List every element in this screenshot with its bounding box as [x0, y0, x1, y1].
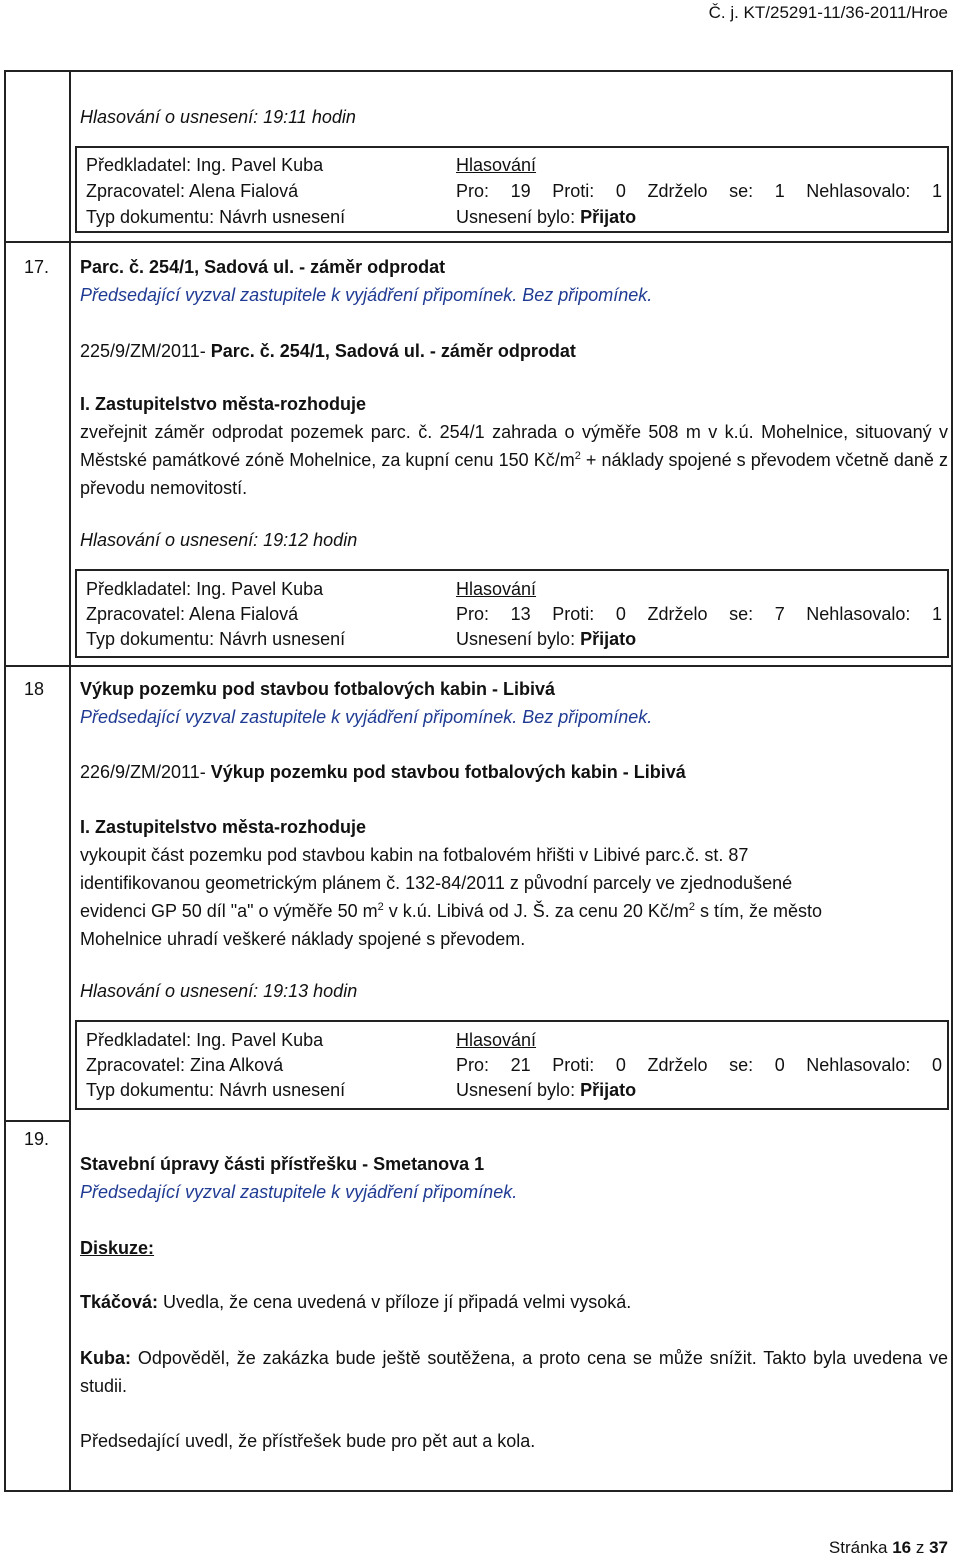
vote-result-part: se: — [729, 181, 754, 201]
row-divider — [4, 241, 953, 243]
resolution-id: 226/9/ZM/2011- — [80, 762, 211, 782]
vote-result-part: Zdrželo — [647, 1055, 708, 1075]
resolution-id: 225/9/ZM/2011- — [80, 341, 211, 361]
vote-result-part: 1 — [931, 181, 942, 201]
vote-result-part: se: — [729, 1055, 754, 1075]
vote-result-part: Zdrželo — [647, 604, 708, 624]
vote-heading: Hlasování — [456, 155, 537, 175]
column-divider — [69, 70, 71, 1492]
vote-zpracovatel: Zpracovatel: Zina Alková — [86, 1055, 284, 1075]
vote-document-type: Typ dokumentu: Návrh usnesení — [86, 629, 346, 649]
vote-result-part: Nehlasovalo: — [806, 1055, 911, 1075]
decision-heading: I. Zastupitelstvo města-rozhoduje — [80, 394, 367, 414]
vote-outcome-label: Usnesení bylo: — [456, 207, 581, 227]
decision-text-part: vykoupit část pozemku pod stavbou kabin na fotbalovém hřišti v Libivé parc.č. st. 87 — [80, 845, 749, 865]
resolution-title: Výkup pozemku pod stavbou fotbalových kabin - Libivá — [210, 762, 686, 782]
resolution-heading — [80, 341, 576, 362]
vote-result-part: Nehlasovalo: — [806, 604, 911, 624]
chair-note: Předsedající vyzval zastupitele k vyjádření připomínek. — [80, 1182, 518, 1202]
chair-note: Předsedající vyzval zastupitele k vyjádření připomínek. Bez připomínek. — [80, 707, 653, 727]
resolution-title: Parc. č. 254/1, Sadová ul. - záměr odprodat — [210, 341, 576, 361]
vote-result-part: 7 — [774, 604, 785, 624]
vote-zpracovatel: Zpracovatel: Alena Fialová — [86, 181, 299, 201]
vote-outcome — [456, 1080, 636, 1101]
item-title: Výkup pozemku pod stavbou fotbalových kabin - Libivá — [80, 679, 556, 699]
vote-result-part: Zdrželo — [647, 181, 708, 201]
vote-time: Hlasování o usnesení: 19:13 hodin — [80, 981, 358, 1001]
decision-text-part: zveřejnit záměr odprodat pozemek parc. č. 254/1 zahrada o výměře 508 m v k.ú. Mohelnice, situovaný v Městské památkové zóně Mohelnice, za kupní cenu 150 Kč/m — [80, 422, 948, 470]
vote-result — [456, 181, 942, 202]
vote-result — [456, 604, 942, 625]
superscript: 2 — [574, 450, 581, 462]
vote-result-part: 0 — [774, 1055, 785, 1075]
closing-note: Předsedající uvedl, že přístřešek bude pro pět aut a kola. — [80, 1431, 536, 1451]
vote-result-part: Nehlasovalo: — [806, 181, 911, 201]
vote-result-part: 1 — [931, 604, 942, 624]
vote-result-part: 0 — [931, 1055, 942, 1075]
speaker-text: Odpověděl, že zakázka bude ještě soutěžena, a proto cena se může snížit. Takto byla uvedena ve studii. — [80, 1348, 948, 1396]
vote-result-part: 0 — [615, 604, 626, 624]
vote-outcome-label: Usnesení bylo: — [456, 1080, 581, 1100]
vote-result-part: Pro: — [456, 604, 490, 624]
total-pages: 37 — [929, 1538, 948, 1557]
decision-text-part: evidenci GP 50 díl "a" o výměře 50 m — [80, 901, 378, 921]
vote-result — [456, 1055, 942, 1076]
superscript: 2 — [377, 901, 384, 913]
decision-text-part: s tím, že město — [695, 901, 823, 921]
page-number — [829, 1538, 948, 1558]
vote-result-part: Proti: — [552, 1055, 595, 1075]
decision-text-part: v k.ú. Libivá od J. Š. za cenu 20 Kč/m — [383, 901, 689, 921]
decision-text-line — [80, 901, 822, 922]
vote-result-part: Pro: — [456, 1055, 490, 1075]
page-number-separator: z — [911, 1538, 930, 1557]
vote-heading: Hlasování — [456, 1030, 537, 1050]
vote-result-part: se: — [729, 604, 754, 624]
chair-note: Předsedající vyzval zastupitele k vyjádření připomínek. Bez připomínek. — [80, 285, 653, 305]
vote-time: Hlasování o usnesení: 19:11 hodin — [80, 107, 356, 127]
decision-text-line — [80, 845, 948, 866]
row-divider — [4, 1120, 69, 1122]
vote-result-part: 0 — [615, 1055, 626, 1075]
vote-document-type: Typ dokumentu: Návrh usnesení — [86, 207, 346, 227]
speaker-text: Uvedla, že cena uvedená v příloze jí připadá velmi vysoká. — [158, 1292, 632, 1312]
vote-result-part: Pro: — [456, 181, 490, 201]
vote-result-part: Proti: — [552, 604, 595, 624]
vote-zpracovatel: Zpracovatel: Alena Fialová — [86, 604, 299, 624]
discussion-entry — [80, 1292, 631, 1313]
vote-predkladatel: Předkladatel: Ing. Pavel Kuba — [86, 579, 324, 599]
speaker-name: Kuba: — [80, 1348, 131, 1368]
vote-result-part: 1 — [774, 181, 785, 201]
decision-heading: I. Zastupitelstvo města-rozhoduje — [80, 817, 367, 837]
vote-result-part: Proti: — [552, 181, 595, 201]
item-number: 17. — [24, 257, 50, 277]
vote-result-part: 21 — [510, 1055, 531, 1075]
row-divider — [4, 665, 953, 667]
vote-outcome-label: Usnesení bylo: — [456, 629, 581, 649]
vote-result-part: 13 — [510, 604, 531, 624]
current-page: 16 — [892, 1538, 912, 1557]
superscript: 2 — [688, 901, 695, 913]
decision-text — [80, 418, 948, 502]
decision-text-line — [80, 873, 948, 894]
discussion-label: Diskuze: — [80, 1238, 155, 1258]
item-number: 18 — [24, 679, 45, 699]
discussion-entry — [80, 1344, 948, 1400]
vote-predkladatel: Předkladatel: Ing. Pavel Kuba — [86, 155, 324, 175]
vote-outcome-value: Přijato — [580, 629, 637, 649]
item-number: 19. — [24, 1129, 50, 1149]
decision-text-part: + náklady spojené s převodem včetně daně z převodu nemovitostí. — [80, 450, 948, 498]
decision-text-part: identifikovanou geometrickým plánem č. 132-84/2011 z původní parcely ve zjednodušené — [80, 873, 793, 893]
page-number-prefix: Stránka — [828, 1538, 893, 1557]
vote-result-part: 0 — [615, 181, 626, 201]
vote-heading: Hlasování — [456, 579, 537, 599]
vote-outcome-value: Přijato — [580, 1080, 637, 1100]
vote-time: Hlasování o usnesení: 19:12 hodin — [80, 530, 358, 550]
vote-result-part: 19 — [510, 181, 531, 201]
vote-outcome — [456, 629, 636, 650]
decision-text-line: Mohelnice uhradí veškeré náklady spojené s převodem. — [80, 929, 526, 949]
resolution-heading — [80, 762, 686, 783]
vote-predkladatel: Předkladatel: Ing. Pavel Kuba — [86, 1030, 324, 1050]
document-reference: Č. j. KT/25291-11/36-2011/Hroe — [708, 3, 948, 22]
speaker-name: Tkáčová: — [80, 1292, 159, 1312]
item-title: Parc. č. 254/1, Sadová ul. - záměr odprodat — [80, 257, 446, 277]
item-title: Stavební úpravy části přístřešku - Smetanova 1 — [80, 1154, 485, 1174]
vote-outcome-value: Přijato — [580, 207, 637, 227]
vote-document-type: Typ dokumentu: Návrh usnesení — [86, 1080, 346, 1100]
vote-outcome — [456, 207, 636, 228]
